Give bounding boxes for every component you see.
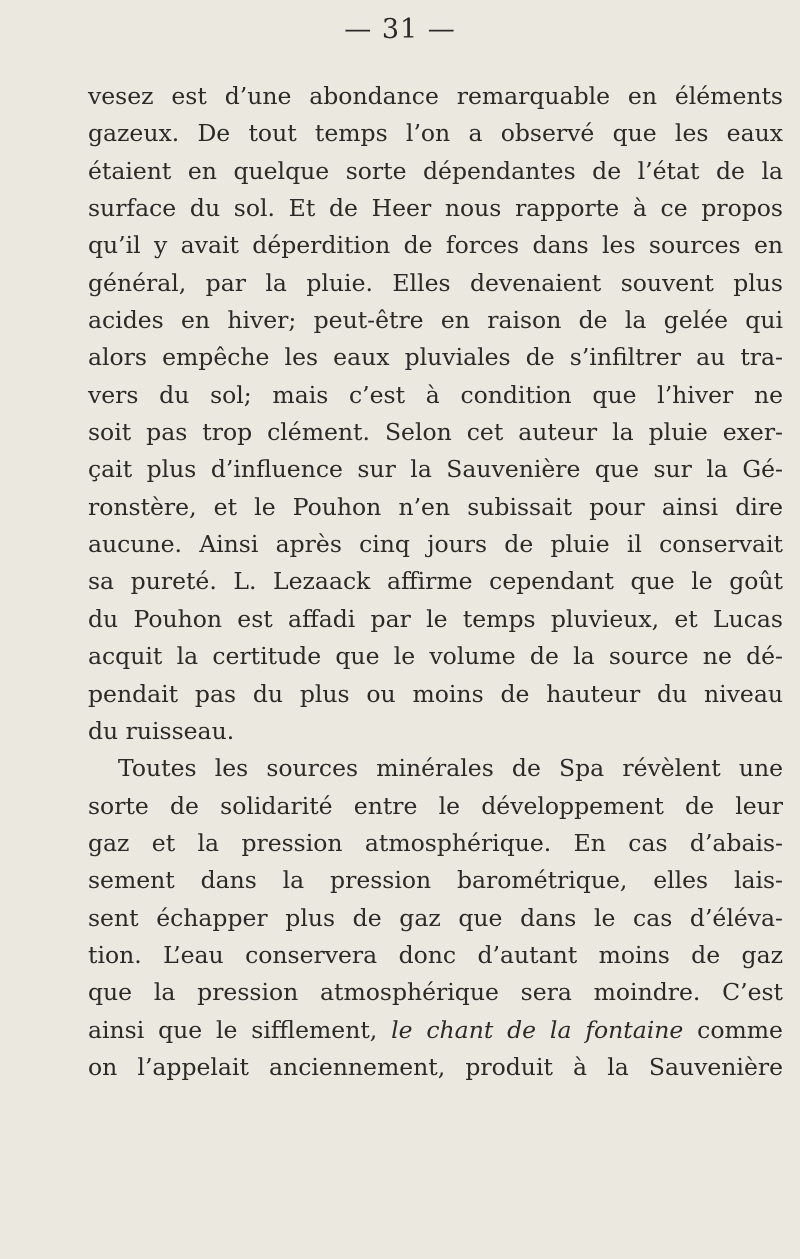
paragraph-2: [88, 750, 783, 1086]
text-line: que la pression atmosphérique sera moindre. C’est: [88, 978, 783, 1007]
text-line: sorte de solidarité entre le développement de leur: [88, 791, 783, 820]
italic-phrase: le chant de la fontaine: [391, 1015, 684, 1044]
paragraph-1: [88, 78, 783, 750]
text-line: qu’il y avait déperdition de forces dans les sources en: [88, 231, 783, 260]
line-text-after-italic: comme: [697, 1015, 783, 1044]
text-line: Toutes les sources minérales de Spa révèlent une: [118, 754, 783, 783]
text-line: aucune. Ainsi après cinq jours de pluie il conservait: [88, 530, 783, 559]
text-line: vesez est d’une abondance remarquable en éléments: [88, 82, 783, 110]
body-text: [88, 78, 783, 1086]
text-line: général, par la pluie. Elles devenaient souvent plus: [88, 268, 783, 297]
text-line-with-italic: [88, 1012, 783, 1049]
text-line: sent échapper plus de gaz que dans le cas d’éléva-: [88, 903, 783, 932]
text-line: gaz et la pression atmosphérique. En cas d’abais-: [88, 828, 783, 857]
text-line: tion. L’eau conservera donc d’autant moins de gaz: [88, 940, 783, 969]
text-line: acides en hiver; peut-être en raison de la gelée qui: [88, 306, 783, 335]
text-line: pendait pas du plus ou moins de hauteur du niveau: [88, 679, 783, 708]
text-line: acquit la certitude que le volume de la source ne dé-: [88, 642, 783, 671]
text-line: du Pouhon est affadi par le temps pluvieux, et Lucas: [88, 604, 783, 633]
text-line: ronstère, et le Pouhon n’en subissait pour ainsi dire: [88, 492, 783, 521]
text-line: çait plus d’influence sur la Sauvenière que sur la Gé-: [88, 455, 783, 484]
text-line: soit pas trop clément. Selon cet auteur la pluie exer-: [88, 418, 783, 447]
text-line: sa pureté. L. Lezaack affirme cependant que le goût: [88, 567, 783, 596]
text-line: vers du sol; mais c’est à condition que l’hiver ne: [88, 380, 783, 409]
text-line: on l’appelait anciennement, produit à la Sauvenière: [88, 1052, 783, 1081]
text-line: alors empêche les eaux pluviales de s’infiltrer au tra-: [88, 343, 783, 372]
page-number: — 31 —: [344, 14, 456, 45]
text-line: du ruisseau.: [88, 716, 235, 745]
text-line: gazeux. De tout temps l’on a observé que les eaux: [88, 119, 783, 148]
text-line: sement dans la pression barométrique, elles lais-: [88, 866, 783, 895]
line-text-before-italic: ainsi que le sifflement,: [88, 1015, 378, 1044]
text-line: surface du sol. Et de Heer nous rapporte à ce propos: [88, 194, 783, 223]
text-line: étaient en quelque sorte dépendantes de l’état de la: [88, 156, 783, 185]
